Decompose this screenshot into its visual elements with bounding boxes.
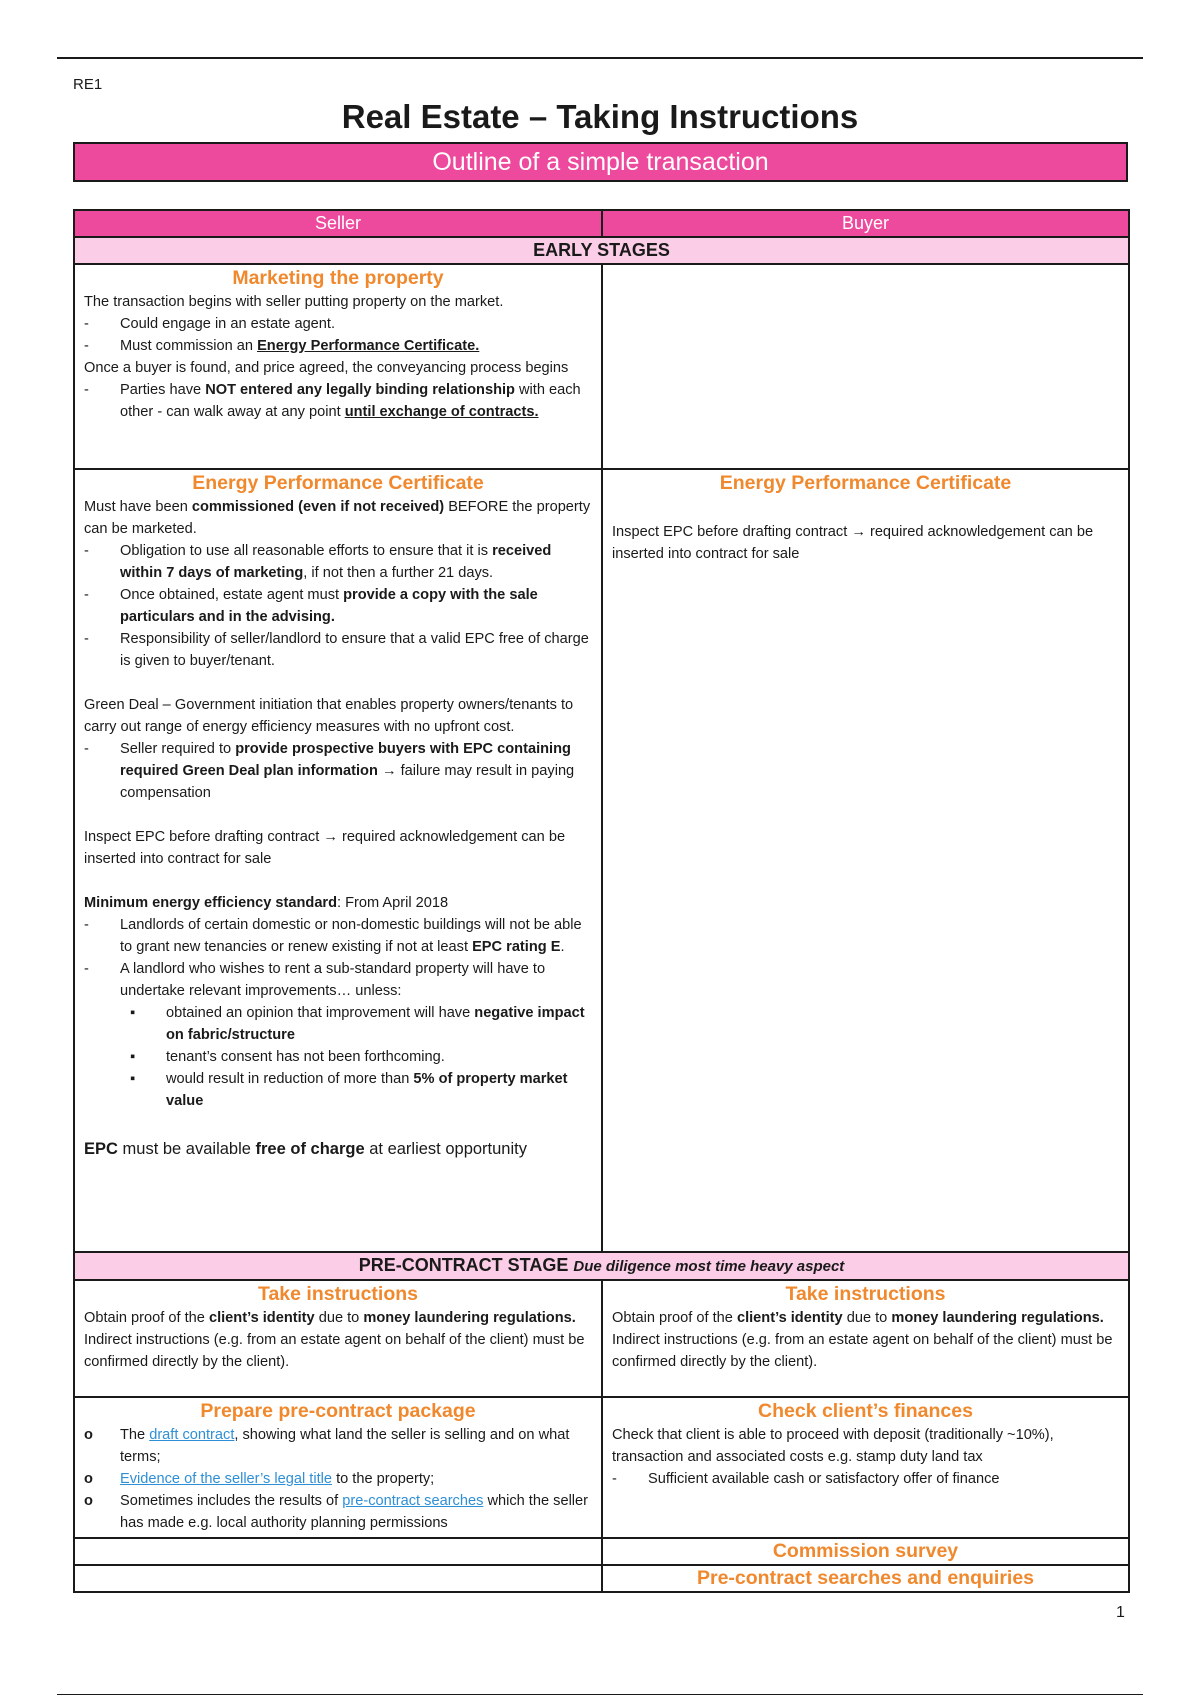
- take-instructions-buyer-cell: [602, 1280, 1129, 1397]
- paragraph: Must have been commissioned (even if not received) BEFORE the property can be marketed.: [84, 499, 591, 537]
- bullet-item: - Responsibility of seller/landlord to ensure that a valid EPC free of charge is given to buyer/tenant.: [84, 628, 592, 672]
- commission-survey-title: Commission survey: [602, 1538, 1129, 1565]
- section-title: Marketing the property: [232, 267, 444, 289]
- bullet-item: - Obligation to use all reasonable efforts to ensure that it is received within 7 days of marketing, if not then a further 21 days.: [84, 540, 592, 584]
- empty-cell: [74, 1565, 602, 1592]
- section-title: Prepare pre-contract package: [200, 1400, 476, 1422]
- header-rule: [57, 57, 1143, 59]
- list-item: o The draft contract, showing what land the seller is selling and on what terms;: [84, 1424, 592, 1468]
- paragraph: Obtain proof of the client’s identity due to money laundering regulations.: [84, 1310, 576, 1326]
- pre-contract-package-cell: [74, 1397, 602, 1538]
- sub-bullet-item: ▪ obtained an opinion that improvement will have negative impact on fabric/structure: [84, 1002, 592, 1046]
- early-stages-header: EARLY STAGES: [74, 237, 1129, 264]
- searches-enquiries-title: Pre-contract searches and enquiries: [602, 1565, 1129, 1592]
- paragraph: The transaction begins with seller putting property on the market.: [84, 294, 504, 310]
- sub-bullet-item: ▪ would result in reduction of more than 5% of property market value: [84, 1068, 592, 1112]
- sub-bullet-item: ▪ tenant’s consent has not been forthcoming.: [84, 1046, 592, 1068]
- bullet-item: - Landlords of certain domestic or non-domestic buildings will not be able to grant new tenancies or renew existing if not at least EPC rating E.: [84, 914, 592, 958]
- bullet-item: - Must commission an Energy Performance Certificate.: [84, 335, 592, 357]
- section-title: Take instructions: [257, 1283, 418, 1305]
- searches-link[interactable]: pre-contract searches: [342, 1493, 484, 1509]
- legal-title-link[interactable]: Evidence of the seller’s legal title: [120, 1471, 333, 1487]
- doc-code: RE1: [73, 76, 103, 93]
- bullet-item: - Parties have NOT entered any legally binding relationship with each other - can walk away at any point until exchange of contracts.: [84, 379, 592, 423]
- bullet-item: - Once obtained, estate agent must provide a copy with the sale particulars and in the advising.: [84, 584, 592, 628]
- paragraph: Inspect EPC before drafting contract → required acknowledgement can be inserted into contract for sale: [612, 524, 1094, 562]
- paragraph: Minimum energy efficiency standard: From April 2018: [84, 895, 449, 911]
- bullet-item: - Could engage in an estate agent.: [84, 313, 592, 335]
- draft-contract-link[interactable]: draft contract: [149, 1427, 235, 1443]
- arrow-icon: →: [323, 829, 338, 845]
- footer-rule: [57, 1694, 1143, 1695]
- paragraph: Indirect instructions (e.g. from an estate agent on behalf of the client) must be confirmed directly by the client).: [84, 1332, 585, 1370]
- marketing-buyer-cell: [602, 264, 1129, 469]
- pre-contract-header: PRE-CONTRACT STAGE Due diligence most time heavy aspect: [74, 1252, 1129, 1280]
- epc-buyer-cell: [602, 469, 1129, 1252]
- bullet-item: - A landlord who wishes to rent a sub-standard property will have to undertake relevant improvements… unless:: [84, 958, 592, 1002]
- paragraph: Check that client is able to proceed with deposit (traditionally ~10%), transaction and associated costs e.g. stamp duty land tax: [612, 1427, 1054, 1465]
- page-title: Real Estate – Taking Instructions: [341, 98, 859, 135]
- list-item: o Sometimes includes the results of pre-contract searches which the seller has made e.g. local authority planning permissions: [84, 1490, 592, 1534]
- section-title: Energy Performance Certificate: [719, 472, 1012, 494]
- transaction-table: [73, 209, 1130, 1593]
- bullet-item: - Sufficient available cash or satisfactory offer of finance: [612, 1468, 1119, 1490]
- empty-cell: [74, 1538, 602, 1565]
- arrow-icon: →: [381, 763, 397, 779]
- buyer-column-header: Buyer: [602, 210, 1129, 237]
- banner: Outline of a simple transaction: [73, 142, 1128, 182]
- section-title: Take instructions: [785, 1283, 946, 1305]
- paragraph: Inspect EPC before drafting contract → required acknowledgement can be inserted into contract for sale: [84, 829, 566, 867]
- list-item: o Evidence of the seller’s legal title to the property;: [84, 1468, 592, 1490]
- epc-seller-cell: [74, 469, 602, 1252]
- seller-column-header: Seller: [74, 210, 602, 237]
- paragraph: Indirect instructions (e.g. from an estate agent on behalf of the client) must be confirmed directly by the client).: [612, 1332, 1113, 1370]
- bullet-item: - Seller required to provide prospective buyers with EPC containing required Green Deal plan information → failure may result in paying compensation: [84, 738, 592, 804]
- paragraph: Green Deal – Government initiation that enables property owners/tenants to carry out range of energy efficiency measures with no upfront cost.: [84, 697, 574, 735]
- section-title: Energy Performance Certificate: [192, 472, 484, 494]
- page-number: 1: [1116, 1604, 1125, 1621]
- paragraph: Obtain proof of the client’s identity due to money laundering regulations.: [612, 1310, 1104, 1326]
- arrow-icon: →: [851, 524, 866, 540]
- client-finances-cell: [602, 1397, 1129, 1538]
- marketing-cell: [74, 264, 602, 469]
- take-instructions-seller-cell: [74, 1280, 602, 1397]
- paragraph: EPC must be available free of charge at earliest opportunity: [84, 1140, 527, 1158]
- section-title: Check client’s finances: [758, 1400, 973, 1422]
- paragraph: Once a buyer is found, and price agreed, the conveyancing process begins: [84, 360, 569, 376]
